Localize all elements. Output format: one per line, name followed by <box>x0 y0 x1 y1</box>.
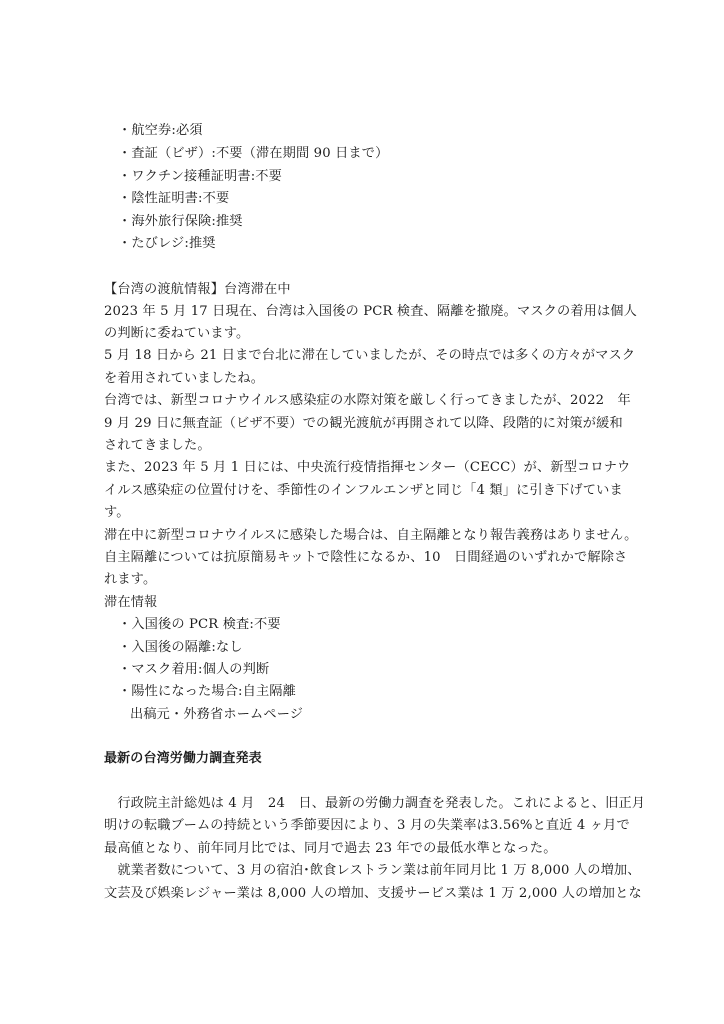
requirement-item: ・海外旅行保険:推奨 <box>118 214 243 229</box>
paragraph-line: 5 月 18 日から 21 日まで台北に滞在していましたが、その時点では多くの方々がマスク <box>104 348 636 363</box>
paragraph-line: 行政院主計総処は 4 月 24 日、最新の労働力調査を発表した。これによると、旧正月 <box>104 796 646 811</box>
paragraph-line: また、2023 年 5 月 1 日には、中央流行疫情指揮センター（CECC）が、新型コロナウ <box>104 460 631 475</box>
subsection-heading: 滞在情報 <box>104 595 158 610</box>
requirement-item: ・陰性証明書:不要 <box>118 191 230 206</box>
stay-item: ・マスク着用:個人の判断 <box>118 662 270 677</box>
paragraph-line: す。 <box>104 505 130 520</box>
paragraph-line: 最高値となり、前年同月比では、同月で過去 23 年での最低水準となった。 <box>104 841 557 856</box>
labor-heading: 最新の台湾労働力調査発表 <box>104 751 262 766</box>
paragraph-line: 文芸及び娯楽レジャー業は 8,000 人の増加、支援サービス業は 1 万 2,000 人の増加とな <box>104 886 642 901</box>
paragraph-line: れます。 <box>104 572 157 587</box>
source-note: 出稿元・外務省ホームページ <box>130 707 304 722</box>
paragraph-line: の判断に委ねています。 <box>104 326 250 341</box>
stay-item: ・入国後の隔離:なし <box>118 640 243 655</box>
paragraph-line: 滞在中に新型コロナウイルスに感染した場合は、自主隔離となり報告義務はありません。 <box>104 528 638 543</box>
paragraph-line: を着用されていましたね。 <box>104 371 265 386</box>
requirement-item: ・査証（ビザ）:不要（滞在期間 90 日まで） <box>118 146 389 161</box>
paragraph-line: されてきました。 <box>104 438 211 453</box>
paragraph-line: 2023 年 5 月 17 日現在、台湾は入国後の PCR 検査、隔離を撤廃。マスクの着用は個人 <box>104 304 637 319</box>
paragraph-line: 9 月 29 日に無査証（ビザ不要）での観光渡航が再開されて以降、段階的に対策が緩和 <box>104 416 623 431</box>
requirement-item: ・たびレジ:推奨 <box>118 236 216 251</box>
section-heading: 【台湾の渡航情報】台湾滞在中 <box>104 282 291 297</box>
stay-item: ・入国後の PCR 検査:不要 <box>118 617 281 632</box>
paragraph-line: イルス感染症の位置付けを、季節性のインフルエンザと同じ「4 類」に引き下げていま <box>104 483 623 498</box>
requirement-item: ・ワクチン接種証明書:不要 <box>118 169 282 184</box>
requirement-item: ・航空券:必須 <box>118 123 203 138</box>
paragraph-line: 台湾では、新型コロナウイルス感染症の水際対策を厳しく行ってきましたが、2022 年 <box>104 393 631 408</box>
stay-item: ・陽性になった場合:自主隔離 <box>118 684 296 699</box>
paragraph-line: 自主隔離については抗原簡易キットで陰性になるか、10 日間経過のいずれかで解除さ <box>104 550 628 565</box>
paragraph-line: 就業者数について、3 月の宿泊･飲食レストラン業は前年同月比 1 万 8,000 人の増加、 <box>104 863 641 878</box>
paragraph-line: 明けの転職ブームの持続という季節要因により、3 月の失業率は3.56%と直近 4 ヶ月で <box>104 818 630 833</box>
